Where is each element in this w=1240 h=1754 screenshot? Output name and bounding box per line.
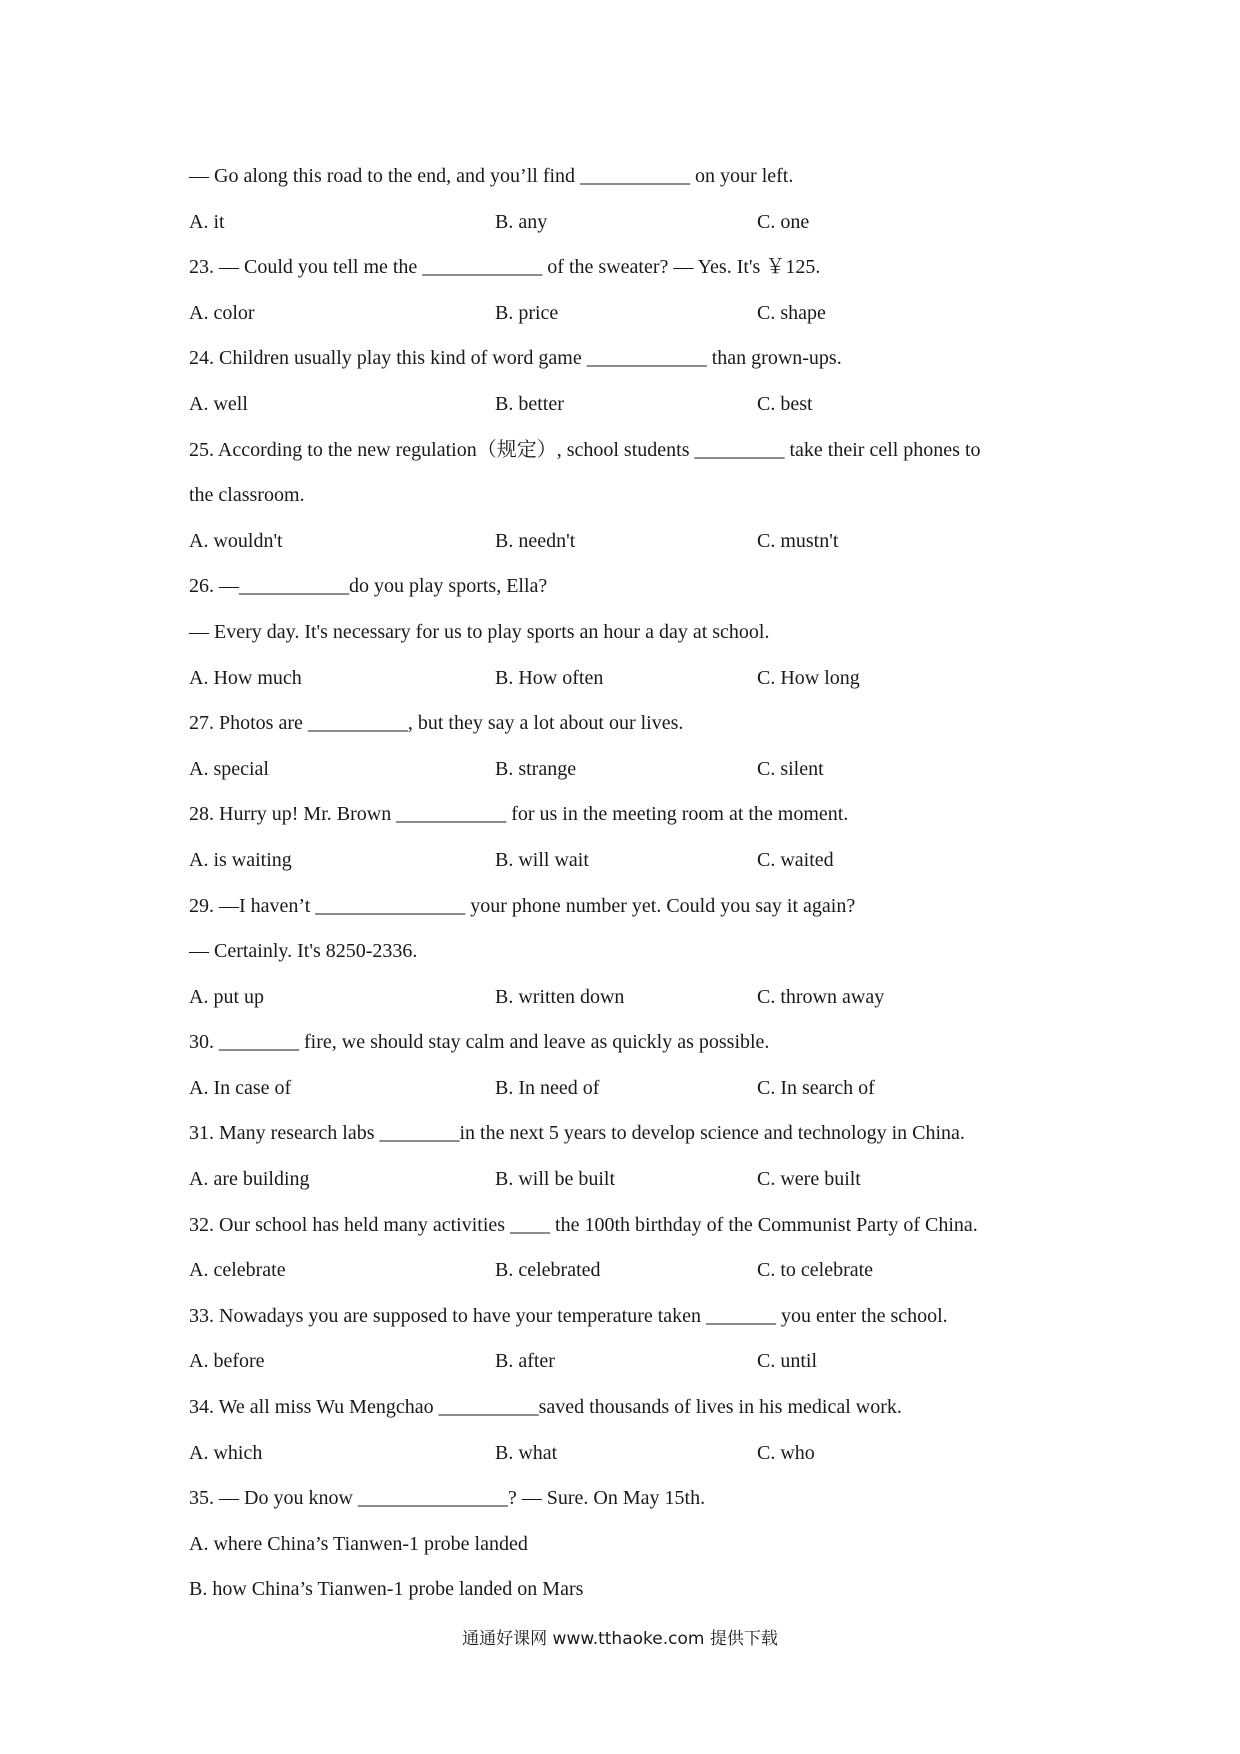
answer-option-b: B. any [495,210,548,233]
answer-option-a: A. celebrate [189,1259,286,1282]
answer-option-c: C. until [757,1350,818,1373]
question-text-line: 25. According to the new regulation（规定）, school students _________ take their cell phones to [189,438,981,461]
answer-option-a: A. How much [189,666,302,689]
answer-option-c: C. In search of [757,1076,875,1099]
question-text-line: 30. ________ fire, we should stay calm and leave as quickly as possible. [189,1031,770,1054]
question-text-line: 28. Hurry up! Mr. Brown ___________ for us in the meeting room at the moment. [189,803,849,826]
answer-option-c: C. mustn't [757,529,839,552]
answer-option-a: A. special [189,757,269,780]
answer-options-row [189,291,1089,337]
question-text-line: 29. —I haven’t _______________ your phone number yet. Could you say it again? [189,894,856,917]
answer-option-a: A. In case of [189,1076,292,1099]
answer-option-b: B. better [495,392,564,415]
answer-option-a: A. is waiting [189,848,292,871]
answer-options-row [189,1066,1089,1112]
answer-options-row [189,382,1089,428]
question-text-line: 24. Children usually play this kind of word game ____________ than grown-ups. [189,347,842,370]
question-text-line: B. how China’s Tianwen-1 probe landed on Mars [189,1578,584,1601]
answer-option-a: A. before [189,1350,265,1373]
page-footer: 通通好课网 www.tthaoke.com 提供下载 [462,1629,778,1649]
answer-options-row [189,975,1089,1021]
answer-options-row [189,1431,1089,1477]
answer-option-b: B. needn't [495,529,576,552]
answer-option-b: B. written down [495,985,625,1008]
question-text-line: — Go along this road to the end, and you’ll find ___________ on your left. [189,165,794,187]
question-text-line: — Certainly. It's 8250-2336. [189,940,418,963]
answer-option-b: B. In need of [495,1076,600,1099]
answer-option-c: C. shape [757,301,826,324]
question-text-line: the classroom. [189,484,305,507]
answer-option-c: C. best [757,392,813,415]
question-text-line: 23. — Could you tell me the ____________ of the sweater? — Yes. It's ￥125. [189,256,821,279]
answer-option-c: C. who [757,1441,815,1464]
answer-option-a: A. wouldn't [189,529,283,552]
question-text-line: — Every day. It's necessary for us to play sports an hour a day at school. [189,620,770,643]
answer-option-c: C. How long [757,666,860,689]
answer-options-row [189,747,1089,793]
answer-option-a: A. are building [189,1168,310,1191]
answer-options-row [189,519,1089,565]
question-list [189,154,1089,1613]
answer-options-row [189,838,1089,884]
question-text-line: 31. Many research labs ________in the next 5 years to develop science and technology in China. [189,1122,965,1145]
answer-option-c: C. one [757,210,810,233]
question-text-line: A. where China’s Tianwen-1 probe landed [189,1532,528,1555]
answer-option-b: B. will wait [495,848,589,871]
answer-option-c: C. waited [757,848,834,871]
answer-option-b: B. what [495,1441,558,1464]
question-text-line: 27. Photos are __________, but they say a lot about our lives. [189,712,684,735]
answer-options-row [189,200,1089,246]
answer-options-row [189,1248,1089,1294]
answer-option-b: B. will be built [495,1168,615,1191]
answer-option-b: B. price [495,301,559,324]
answer-option-c: C. were built [757,1168,861,1191]
answer-option-a: A. well [189,392,248,415]
answer-option-a: A. it [189,210,225,233]
answer-option-a: A. color [189,301,255,324]
answer-option-a: A. which [189,1441,263,1464]
question-text-line: 34. We all miss Wu Mengchao __________saved thousands of lives in his medical work. [189,1396,902,1419]
answer-option-b: B. after [495,1350,555,1373]
answer-option-b: B. celebrated [495,1259,601,1282]
answer-option-c: C. silent [757,757,824,780]
question-text-line: 26. —___________do you play sports, Ella? [189,575,548,598]
answer-option-c: C. to celebrate [757,1259,874,1282]
answer-options-row [189,1339,1089,1385]
answer-option-c: C. thrown away [757,985,885,1008]
answer-option-b: B. How often [495,666,604,689]
answer-option-b: B. strange [495,757,577,780]
question-text-line: 35. — Do you know _______________? — Sure. On May 15th. [189,1487,706,1510]
answer-options-row [189,656,1089,702]
answer-options-row [189,1157,1089,1203]
answer-option-a: A. put up [189,985,264,1008]
question-text-line: 33. Nowadays you are supposed to have your temperature taken _______ you enter the school. [189,1304,948,1327]
question-text-line: 32. Our school has held many activities ____ the 100th birthday of the Communist Party of China. [189,1213,978,1236]
